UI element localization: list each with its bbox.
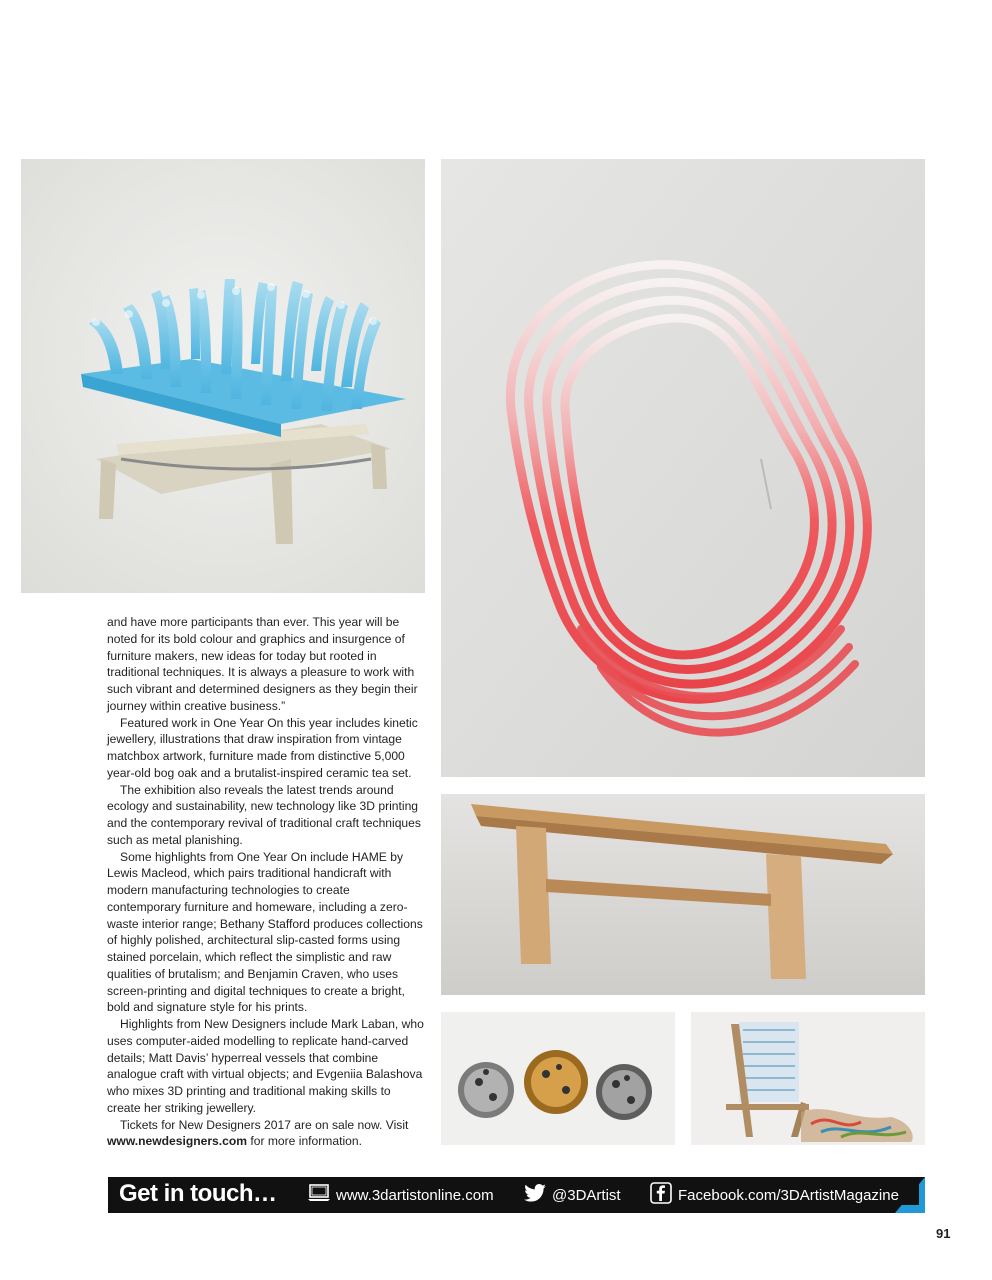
paragraph: and have more participants than ever. This year will be noted for its bold colour and graphics and insurgence of furniture makers, new ideas for today but rooted in traditional techniques. It is always a pleasure to work with such vibrant and determined designers as they begin their journey within creative business.”	[107, 615, 418, 713]
get-in-touch-bar	[108, 1177, 925, 1213]
photo-woven-chair	[691, 1012, 925, 1145]
website-contact[interactable]	[308, 1184, 494, 1206]
tickets-text: Tickets for New Designers 2017 are on sale now. Visit	[120, 1117, 409, 1132]
paragraph: The exhibition also reveals the latest trends around ecology and sustainability, new technology like 3D printing and the contemporary revival of traditional craft techniques such as metal planishing.	[107, 782, 421, 847]
photo-red-ribbon-sculpture	[441, 159, 925, 777]
paragraph: Some highlights from One Year On include HAME by Lewis Macleod, which pairs traditional handicraft with modern manufacturing technologies to create contemporary furniture and homeware, including a zero-waste interior range; Bethany Stafford produces collections of highly polished, architectural slip-casted forms using stained porcelain, which reflect the simplistic and raw qualities of brutalism; and Benjamin Craven, who uses screen-printing and digital techniques to create a bright, bold and signature style for his prints.	[107, 849, 423, 1015]
photo-wooden-bench	[441, 794, 925, 995]
twitter-handle[interactable]: @3DArtist	[552, 1186, 621, 1204]
website-link[interactable]: www.3dartistonline.com	[336, 1186, 494, 1204]
facebook-link[interactable]: Facebook.com/3DArtistMagazine	[678, 1186, 899, 1204]
facebook-icon	[650, 1182, 672, 1208]
paragraph	[107, 1117, 425, 1151]
computer-icon	[308, 1184, 330, 1206]
get-in-touch-heading: Get in touch…	[119, 1180, 277, 1207]
article-body	[107, 614, 425, 1150]
bar-accent-cut	[895, 1177, 919, 1205]
twitter-bird-icon	[524, 1184, 546, 1206]
photo-metal-orbs	[441, 1012, 675, 1145]
paragraph: Featured work in One Year On this year includes kinetic jewellery, illustrations that draw inspiration from vintage matchbox artwork, furniture made from distinctive 5,000 year-old bog oak and a brutalist-inspired ceramic tea set.	[107, 715, 418, 780]
tickets-text-end: for more information.	[247, 1134, 362, 1149]
facebook-contact[interactable]	[650, 1184, 899, 1206]
twitter-contact[interactable]	[524, 1184, 621, 1206]
newdesigners-link[interactable]: www.newdesigners.com	[107, 1134, 248, 1149]
page-number: 91	[936, 1226, 951, 1241]
paragraph: Highlights from New Designers include Mark Laban, who uses computer-aided modelling to replicate hand-carved details; Matt Davis’ hyperreal vessels that combine analogue craft with virtual objects; and Evgeniia Balashova who mixes 3D printing and traditional making skills to create her striking jewellery.	[107, 1017, 424, 1115]
photo-blue-chair-model	[21, 159, 425, 593]
